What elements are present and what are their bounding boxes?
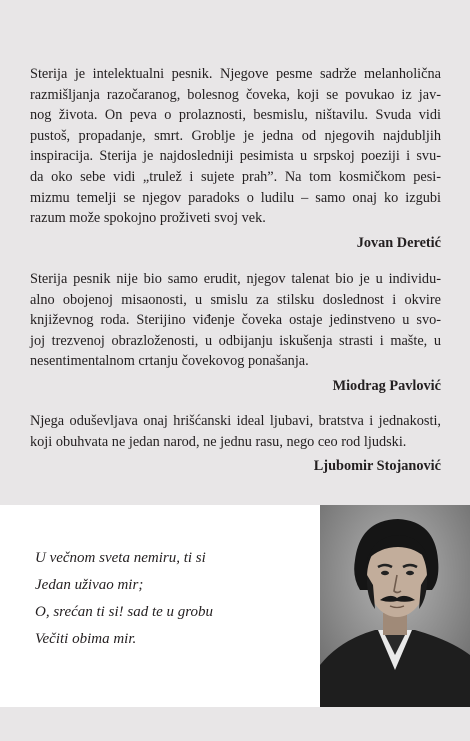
quote-author: Ljubomir Stojanović bbox=[313, 458, 441, 475]
quote-line: Sterija je intelektualni pesnik. Njegove pesme sadrže melanholična bbox=[30, 66, 441, 82]
poem-line: Jedan uživao mir; bbox=[35, 577, 144, 593]
poem-line: Večiti obima mir. bbox=[35, 631, 137, 647]
portrait-engraving-icon bbox=[320, 505, 470, 707]
quote-line: razum može spokojno proživeti svoj vek. bbox=[30, 210, 266, 227]
quote-author: Jovan Deretić bbox=[356, 234, 441, 251]
portrait-image bbox=[320, 505, 470, 707]
quote-pavlovic bbox=[30, 269, 441, 397]
poem-line: U večnom sveta nemiru, ti si bbox=[35, 550, 206, 566]
quote-line: koji obuhvata ne jedan narod, ne jednu rasu, nego ceo rod ljudski. bbox=[30, 433, 407, 450]
quote-line: književnog roda. Sterijino viđenje čoveka ostaje jedinstveno u svo- bbox=[30, 312, 441, 329]
quote-line: da oko sebe vidi „trulež i sujete prah”. Na tom kosmičkom pesi- bbox=[30, 168, 441, 185]
quote-line: mizmu temelji se njegov paradoks o ludilu – samo onaj ko izgubi bbox=[30, 189, 441, 206]
quote-stojanovic bbox=[30, 411, 441, 477]
quote-line: joj trezvenoj obrazloženosti, u odbijanju iskušenja strasti i mašte, u bbox=[30, 332, 441, 349]
quote-line: razmišljanja razočaranog, bolesnog čoveka, koji se povukao iz jav- bbox=[30, 86, 441, 103]
quote-text bbox=[30, 64, 441, 229]
quote-deretic bbox=[30, 64, 441, 253]
quote-line: Njega oduševljava onaj hrišćanski ideal ljubavi, bratstva i jednakosti, bbox=[30, 413, 441, 429]
poem-panel bbox=[0, 505, 470, 707]
quote-line: nesentimentalnom crtanju čovekovog ponašanja. bbox=[30, 353, 309, 370]
poem-stanza bbox=[35, 545, 213, 653]
quote-line: inspiracija. Sterija je najdosledniji pesimista u srpskoj poeziji i svu- bbox=[30, 148, 441, 165]
quote-line: Sterija pesnik nije bio samo erudit, njegov talenat bio je u individu- bbox=[30, 271, 441, 287]
quote-author: Miodrag Pavlović bbox=[332, 377, 441, 394]
quote-line: nog života. On peva o prolaznosti, besmislu, ništavilu. Svuda vidi bbox=[30, 107, 441, 124]
poem-line: O, srećan ti si! sad te u grobu bbox=[35, 604, 214, 620]
quote-line: pustoš, propadanje, smrt. Groblje je jedna od njegovih najdubljih bbox=[30, 127, 441, 144]
quote-text bbox=[30, 269, 441, 372]
quote-line: alno obojenoj misaonosti, u smislu za stilsku doslednost i okvire bbox=[30, 291, 441, 308]
quote-text bbox=[30, 411, 441, 452]
